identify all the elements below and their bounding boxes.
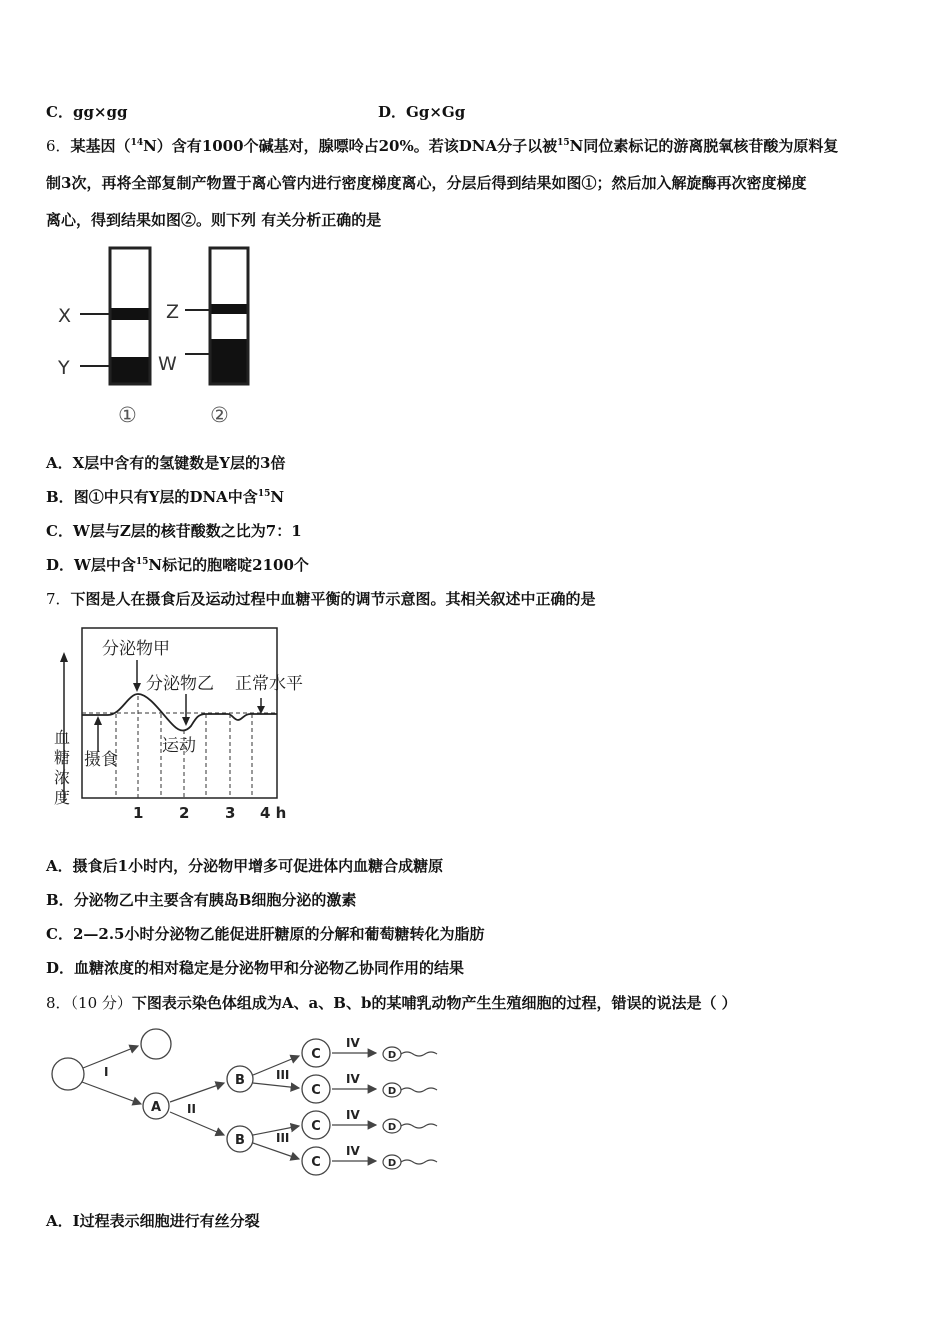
- band-x: [112, 308, 149, 320]
- svg-text:II: II: [187, 1102, 196, 1116]
- q6-option-d: D．W层中含$^{15}$N标记的胞嘧啶2100个: [46, 556, 309, 574]
- cell-daughter: [141, 1029, 171, 1059]
- label-x: X: [58, 305, 72, 327]
- svg-text:度: 度: [54, 788, 71, 807]
- sperm-cells: [383, 1047, 437, 1169]
- label-secretion-b: 分泌物乙: [146, 674, 214, 694]
- svg-text:3: 3: [225, 804, 236, 822]
- blood-sugar-figure: [46, 622, 326, 832]
- svg-text:A: A: [150, 1100, 162, 1115]
- q6-option-c: C．W层与Z层的核苷酸数之比为7：1: [46, 522, 302, 540]
- svg-text:D: D: [387, 1086, 397, 1097]
- band-z: [212, 304, 247, 314]
- q7-option-b: B．分泌物乙中主要含有胰岛B细胞分泌的激素: [46, 891, 357, 909]
- q6-option-a: A．X层中含有的氢键数是Y层的3倍: [46, 454, 286, 472]
- svg-text:III: III: [276, 1131, 290, 1145]
- centrifuge-figure: [40, 240, 270, 435]
- svg-text:III: III: [276, 1068, 290, 1082]
- svg-text:I: I: [104, 1065, 109, 1079]
- cell-division-figure: [46, 1028, 446, 1180]
- y-axis-label: [54, 728, 70, 807]
- label-secretion-a: 分泌物甲: [102, 639, 170, 659]
- q6-stem-line1: 6．某基因（$^{14}$N）含有1000个碱基对，腺嘌呤占20%。若该DNA分子以被$^{15}$N同位素标记的游离脱氧核苷酸为原料复: [46, 137, 839, 155]
- cell-original: [52, 1058, 84, 1090]
- label-z: Z: [166, 301, 180, 323]
- svg-text:C: C: [311, 1047, 321, 1062]
- svg-text:糖: 糖: [54, 748, 71, 767]
- label-eating: 摄食: [84, 750, 118, 770]
- q7-stem: 7．下图是人在摄食后及运动过程中血糖平衡的调节示意图。其相关叙述中正确的是: [46, 590, 596, 608]
- svg-text:IV: IV: [346, 1108, 360, 1122]
- option-c-prev: C．gg×gg: [46, 103, 128, 121]
- svg-text:IV: IV: [346, 1072, 360, 1086]
- q6-stem-line2: 制3次，再将全部复制产物置于离心管内进行密度梯度离心，分层后得到结果如图①；然后加入解旋酶再次密度梯度: [46, 174, 807, 192]
- svg-text:C: C: [311, 1119, 321, 1134]
- svg-text:C: C: [311, 1083, 321, 1098]
- svg-text:D: D: [387, 1122, 397, 1133]
- band-w: [212, 339, 247, 383]
- svg-text:C: C: [311, 1155, 321, 1170]
- svg-text:IV: IV: [346, 1144, 360, 1158]
- svg-text:2: 2: [179, 804, 190, 822]
- q6-option-b: B．图①中只有Y层的DNA中含$^{15}$N: [46, 488, 285, 506]
- caption-1: ①: [118, 403, 137, 427]
- svg-text:血: 血: [54, 728, 71, 747]
- tube-2: [210, 248, 248, 384]
- band-y: [112, 357, 149, 383]
- q7-option-c: C．2—2.5小时分泌物乙能促进肝糖原的分解和葡萄糖转化为脂肪: [46, 925, 485, 943]
- q7-option-d: D．血糖浓度的相对稳定是分泌物甲和分泌物乙协同作用的结果: [46, 959, 465, 977]
- q8-option-a: A．Ⅰ过程表示细胞进行有丝分裂: [46, 1212, 260, 1230]
- q7-option-a: A．摄食后1小时内，分泌物甲增多可促进体内血糖合成糖原: [46, 857, 444, 875]
- label-normal-level: 正常水平: [235, 674, 303, 694]
- blood-sugar-curve: [82, 694, 277, 731]
- option-d-prev: D．Gg×Gg: [378, 103, 466, 121]
- svg-text:浓: 浓: [54, 768, 71, 787]
- caption-2: ②: [210, 403, 229, 427]
- svg-text:4 h: 4 h: [260, 804, 287, 822]
- svg-text:D: D: [387, 1158, 397, 1169]
- label-exercise: 运动: [162, 736, 196, 756]
- q8-stem: 8．（10 分）下图表示染色体组成为A、a、B、b的某哺乳动物产生生殖细胞的过程，错误的说法是（ ）: [46, 994, 737, 1012]
- svg-text:1: 1: [133, 804, 144, 822]
- x-axis-ticks: [133, 804, 286, 822]
- svg-text:IV: IV: [346, 1036, 360, 1050]
- label-w: W: [158, 353, 177, 375]
- label-y: Y: [58, 357, 70, 379]
- q6-stem-line3: 离心，得到结果如图②。则下列 有关分析正确的是: [46, 211, 382, 229]
- tube-1: [110, 248, 150, 384]
- svg-text:B: B: [235, 1073, 245, 1088]
- svg-text:B: B: [235, 1133, 245, 1148]
- svg-text:D: D: [387, 1050, 397, 1061]
